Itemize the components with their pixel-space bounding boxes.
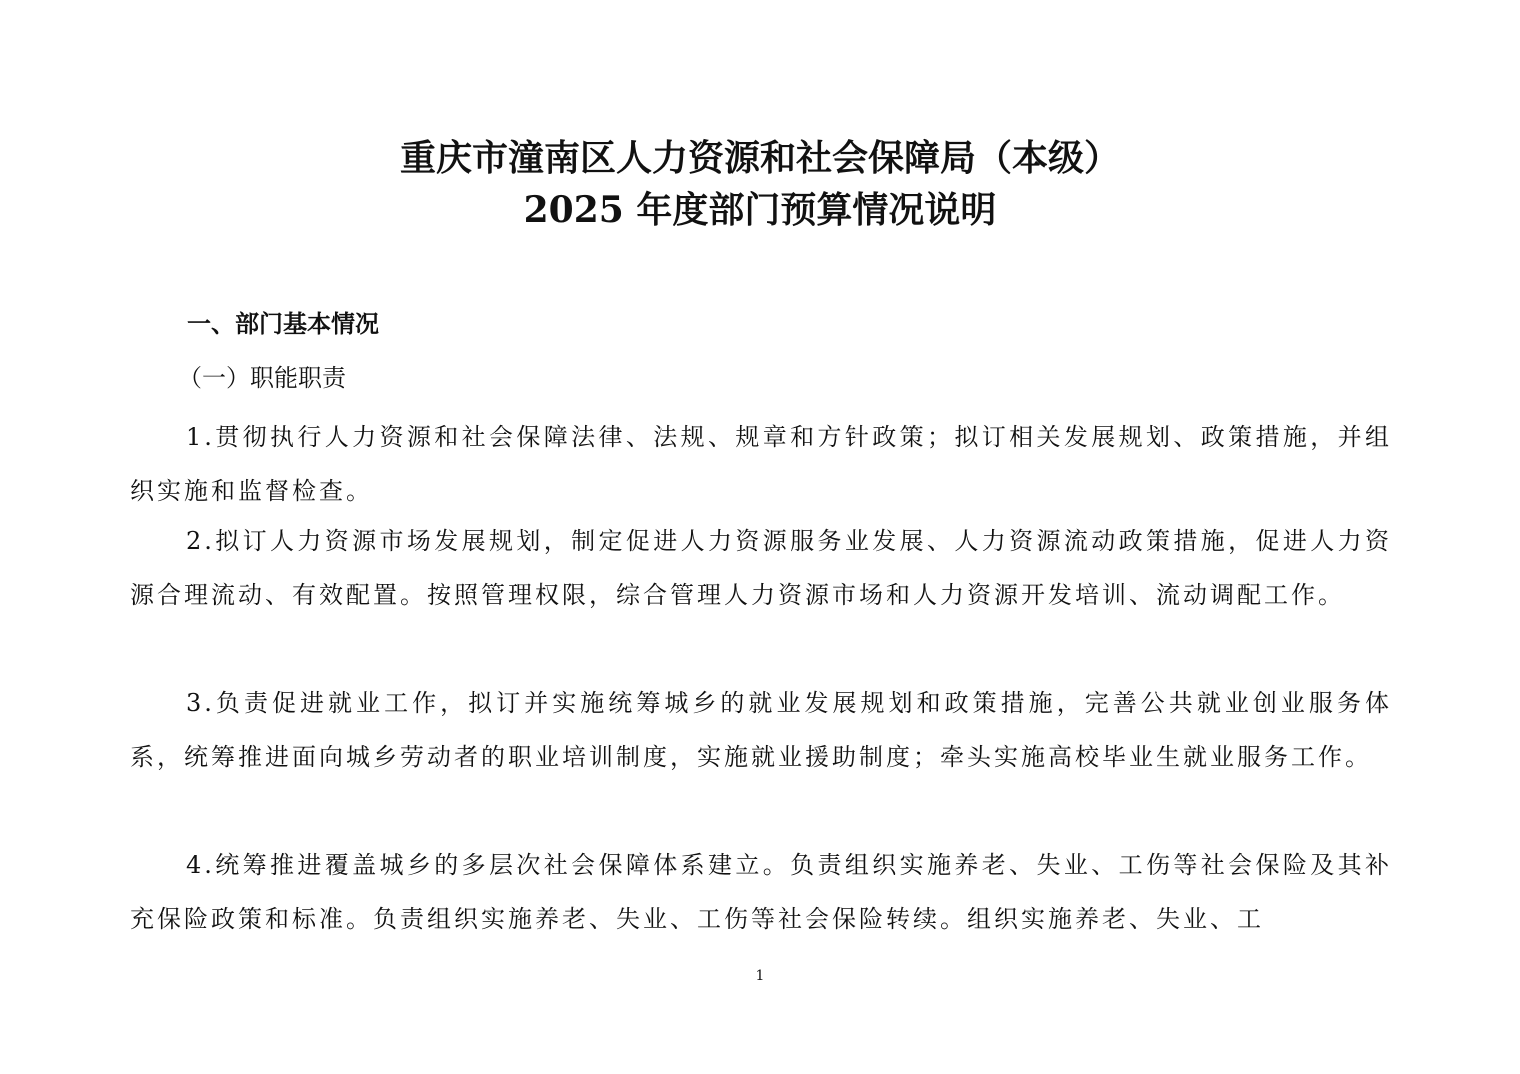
document-title-line2: 2025 年度部门预算情况说明: [523, 189, 997, 231]
section-heading: 一、部门基本情况: [187, 310, 379, 338]
paragraph-4: 4.统筹推进覆盖城乡的多层次社会保障体系建立。负责组织实施养老、失业、工伤等社会保险及其补充保险政策和标准。负责组织实施养老、失业、工伤等社会保险转续。组织实施养老、失业、工: [130, 851, 1392, 933]
paragraph-2: 2.拟订人力资源市场发展规划，制定促进人力资源服务业发展、人力资源流动政策措施，促进人力资源合理流动、有效配置。按照管理权限，综合管理人力资源市场和人力资源开发培训、流动调配工作。: [130, 527, 1392, 609]
subsection-heading: （一）职能职责: [178, 364, 346, 392]
page-number: 1: [755, 968, 765, 984]
document-title-line1: 重庆市潼南区人力资源和社会保障局（本级）: [399, 137, 1120, 179]
paragraph-1: 1.贯彻执行人力资源和社会保障法律、法规、规章和方针政策；拟订相关发展规划、政策措施，并组织实施和监督检查。: [130, 423, 1392, 505]
paragraph-3: 3.负责促进就业工作，拟订并实施统筹城乡的就业发展规划和政策措施，完善公共就业创业服务体系，统筹推进面向城乡劳动者的职业培训制度，实施就业援助制度；牵头实施高校毕业生就业服务工作。: [130, 689, 1392, 771]
